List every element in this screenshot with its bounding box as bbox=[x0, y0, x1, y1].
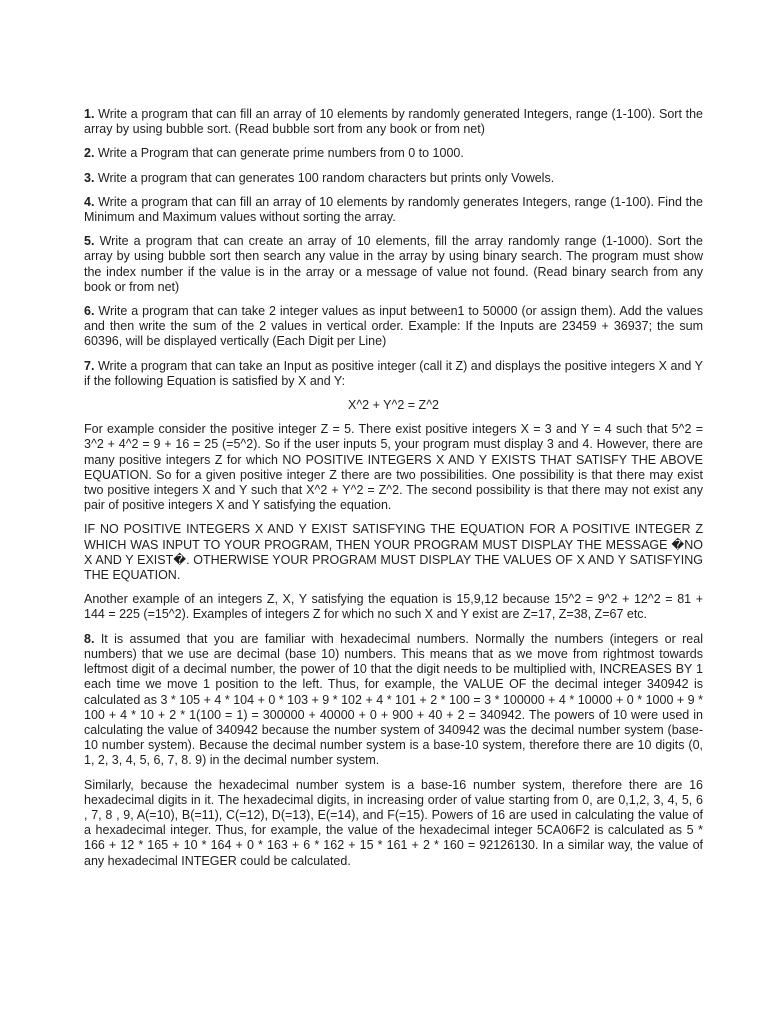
question-3-number: 3. bbox=[84, 170, 95, 185]
question-5-text: Write a program that can create an array of 10 elements, fill the array randomly range (1-1000). Sort the array by using bubble sort then search any value in the array by using binary search. The program must show the index number if the value is in the array or a message of value not found. (Read binary search from any book or from net) bbox=[84, 234, 703, 294]
question-8 bbox=[84, 632, 703, 769]
document-content bbox=[84, 107, 703, 878]
question-1-number: 1. bbox=[84, 107, 95, 121]
pythagorean-equation: X^2 + Y^2 = Z^2 bbox=[347, 398, 440, 413]
question-5 bbox=[84, 234, 703, 295]
question-7-example-text: For example consider the positive integer Z = 5. There exist positive integers X = 3 and Y = 4 such that 5^2 = 3^2 + 4^2 = 9 + 16 = 25 (=5^2). So if the user inputs 5, your program must display 3 and 4. However, there are many positive integers Z for which NO POSITIVE INTEGERS X AND Y EXISTS THAT SATISFY THE ABOVE EQUATION. So for a given positive integer Z there are two possibilities. One possibility is that there may exist two positive integers X and Y such that X^2 + Y^2 = Z^2. The second possibility is that there may not exist any pair of positive integers X and Y satisfying the equation. bbox=[84, 422, 703, 513]
question-8-hexadecimal-paragraph bbox=[84, 778, 703, 869]
question-7-number: 7. bbox=[84, 358, 95, 373]
question-8-text: It is assumed that you are familiar with hexadecimal numbers. Normally the numbers (integers or real numbers) that we use are decimal (base 10) numbers. This means that as we move from rightmost towards leftmost digit of a decimal number, the power of 10 that the digit needs to be multiplied with, INCREASES BY 1 each time we move 1 position to the left. Thus, for example, the VALUE OF the decimal integer 340942 is calculated as 3 * 105 + 4 * 104 + 0 * 103 + 9 * 102 + 4 * 101 + 2 * 100 = 3 * 100000 + 4 * 10000 + 0 * 1000 + 9 * 100 + 4 * 10 + 2 * 1(100 = 1) = 300000 + 40000 + 0 + 900 + 40 + 2 = 340942. The powers of 10 were used in calculating the value of 340942 because the number system of 340942 was the decimal number system (base-10 number system). Because the decimal number system is a base-10 system, therefore there are 10 digits (0, 1, 2, 3, 4, 5, 6, 7, 8. 9) in the decimal number system. bbox=[84, 631, 703, 768]
question-6 bbox=[84, 304, 703, 350]
question-1 bbox=[84, 107, 703, 137]
question-7-second-example-paragraph bbox=[84, 592, 703, 622]
question-3-text: Write a program that can generates 100 random characters but prints only Vowels. bbox=[97, 170, 555, 185]
question-7-text: Write a program that can take an Input as positive integer (call it Z) and displays the positive integers X and Y if the following Equation is satisfied by X and Y: bbox=[84, 358, 703, 388]
question-2-text: Write a Program that can generate prime numbers from 0 to 1000. bbox=[97, 146, 464, 161]
question-6-number: 6. bbox=[84, 304, 95, 319]
question-4-number: 4. bbox=[84, 194, 95, 209]
question-4 bbox=[84, 195, 703, 225]
question-7 bbox=[84, 359, 703, 389]
question-8-hexadecimal-text: Similarly, because the hexadecimal number system is a base-16 number system, therefore there are 16 hexadecimal digits in it. The hexadecimal digits, in increasing order of value starting from 0, are 0,1,2, 3, 4, 5, 6 , 7, 8 , 9, A(=10), B(=11), C(=12), D(=13), E(=14), and F(=15). Powers of 16 are used in calculating the value of a hexadecimal integer. Thus, for example, the value of the hexadecimal integer 5CA06F2 is calculated as 5 * 166 + 12 * 165 + 10 * 164 + 0 * 163 + 6 * 162 + 15 * 161 + 2 * 160 = 92126130. In a similar way, the value of any hexadecimal INTEGER could be calculated. bbox=[84, 777, 703, 868]
question-2-number: 2. bbox=[84, 146, 95, 161]
question-1-text: Write a program that can fill an array of 10 elements by randomly generated Integers, range (1-100). Sort the array by using bubble sort. (Read bubble sort from any book or from net) bbox=[84, 107, 703, 137]
question-7-example-paragraph bbox=[84, 422, 703, 513]
question-7-second-example-text: Another example of an integers Z, X, Y satisfying the equation is 15,9,12 because 15^2 = 9^2 + 12^2 = 81 + 144 = 225 (=15^2). Examples of integers Z for which no such X and Y exist are Z=17, Z=38, Z=67 etc. bbox=[84, 592, 703, 622]
question-4-text: Write a program that can fill an array of 10 elements by randomly generates Integers, range (1-100). Find the Minimum and Maximum values without sorting the array. bbox=[84, 194, 703, 225]
question-7-uppercase-text: IF NO POSITIVE INTEGERS X AND Y EXIST SATISFYING THE EQUATION FOR A POSITIVE INTEGER Z WHICH WAS INPUT TO YOUR PROGRAM, THEN YOUR PROGRAM MUST DISPLAY THE MESSAGE �NO X AND Y EXIST�. OTHERWISE YOUR PROGRAM MUST DISPLAY THE VALUES OF X AND Y SATISFYING THE EQUATION. bbox=[84, 522, 703, 583]
question-8-number: 8. bbox=[84, 631, 95, 646]
question-5-number: 5. bbox=[84, 234, 95, 249]
question-3 bbox=[84, 171, 703, 186]
question-6-text: Write a program that can take 2 integer values as input between1 to 50000 (or assign them). Add the values and then write the sum of the 2 values in vertical order. Example: If the Inputs are 23459 + 36937; the sum 60396, will be displayed vertically (Each Digit per Line) bbox=[84, 304, 703, 349]
question-7-uppercase-paragraph bbox=[84, 522, 703, 583]
question-2 bbox=[84, 146, 703, 161]
